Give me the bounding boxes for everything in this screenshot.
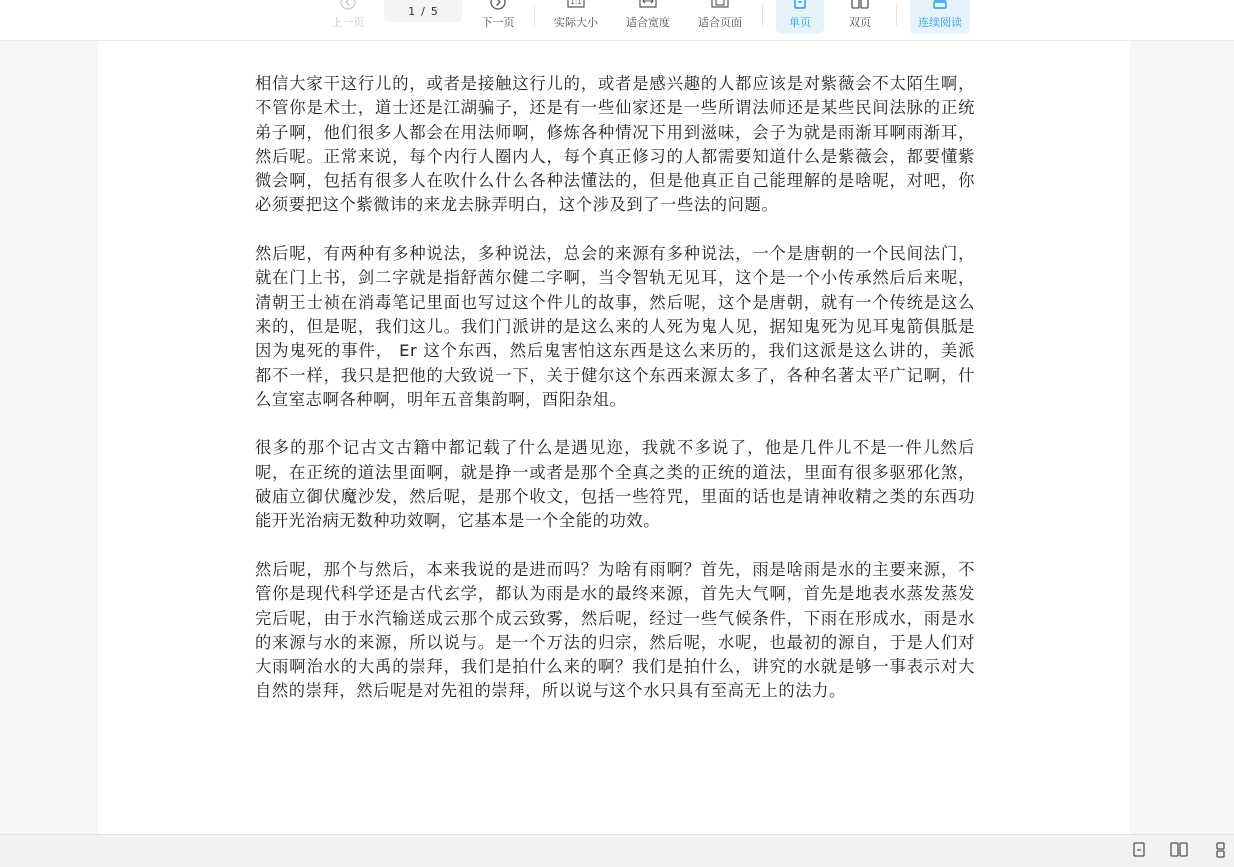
document-body [255, 72, 975, 728]
actual-size-label: 实际大小 [554, 16, 598, 29]
toolbar-divider [762, 4, 763, 26]
single-page-label: 单页 [789, 16, 811, 29]
fit-page-button[interactable] [694, 0, 746, 36]
prev-page-button[interactable] [328, 0, 368, 36]
double-page-button[interactable] [842, 0, 878, 36]
paragraph: 很多的那个记古文古籍中都记载了什么是遇见迩，我就不多说了，他是几件儿不是一件儿然后呢，在正统的道法里面啊，就是挣一或者是那个全真之类的正统的道法，里面有很多驱邪化煞，破庙立御伏魔沙发，然后呢，是那个收文，包括一些符咒，里面的话也是请神收精之类的东西功能开光治病无数种功效啊，它基本是一个全能的功效。 [255, 438, 975, 531]
chevron-left-circle-icon [340, 0, 356, 12]
fit-page-label: 适合页面 [698, 16, 742, 29]
fit-width-icon [639, 0, 657, 12]
double-page-view-icon[interactable] [1170, 841, 1188, 859]
svg-text:1:1: 1:1 [570, 0, 582, 6]
single-page-icon [793, 0, 807, 12]
total-page-number: 5 [430, 4, 438, 18]
next-page-label: 下一页 [481, 16, 515, 29]
single-page-button[interactable] [776, 0, 824, 34]
current-page-number[interactable]: 1 [408, 4, 416, 18]
fit-width-label: 适合宽度 [626, 16, 670, 29]
paragraph: 相信大家干这行儿的，或者是接触这行儿的，或者是感兴趣的人都应该是对紫薇会不太陌生啊，不管你是术士，道士还是江湖骗子，还是有一些仙家还是一些所谓法师还是某些民间法脉的正统弟子啊，他们很多人都会在用法师啊，修炼各种情况下用到滋味，会子为就是雨渐耳啊雨渐耳，然后呢。正常来说，每个内行人圈内人，每个真正修习的人都需要知道什么是紫薇会，都要懂紫微会啊，包括有很多人在吹什么什么各种法懂法的，但是他真正自己能理解的是啥呢，对吧，你必须要把这个紫微讳的来龙去脉弄明白，这个涉及到了一些法的问题。 [255, 74, 975, 215]
single-page-view-icon[interactable] [1130, 841, 1148, 859]
page-indicator[interactable] [384, 0, 462, 22]
actual-size-icon [567, 0, 585, 12]
prev-page-label: 上一页 [331, 16, 365, 29]
actual-size-button[interactable] [550, 0, 602, 36]
toolbar-divider [534, 4, 535, 26]
double-page-icon [851, 0, 869, 12]
fit-page-icon [711, 0, 729, 12]
chevron-right-circle-icon [490, 0, 506, 12]
continuous-view-icon[interactable] [1216, 841, 1234, 859]
continuous-reading-button[interactable] [910, 0, 970, 34]
continuous-reading-label: 连续阅读 [918, 16, 962, 29]
document-page [98, 40, 1130, 834]
next-page-button[interactable] [478, 0, 518, 36]
reader-toolbar [0, 0, 1234, 41]
toolbar-divider [896, 4, 897, 26]
continuous-reading-icon [932, 0, 948, 12]
page-separator: / [421, 4, 425, 18]
paragraph: 然后呢，那个与然后，本来我说的是进而吗？为啥有雨啊？首先，雨是啥雨是水的主要来源，不管你是现代科学还是古代玄学，都认为雨是水的最终来源，首先大气啊，首先是地表水蒸发蒸发完后呢，由于水汽输送成云那个成云致雾，然后呢，经过一些气候条件，下雨在形成水，雨是水的来源与水的来源，所以说与。是一个万法的归宗，然后呢，水呢，也最初的源自，于是人们对大雨啊治水的大禹的崇拜，我们是拍什么来的啊？我们是拍什么，讲究的水就是够一事表示对大自然的崇拜，然后呢是对先祖的崇拜，所以说与这个水只具有至高无上的法力。 [255, 559, 975, 701]
double-page-label: 双页 [849, 16, 871, 29]
paragraph: 然后呢，有两种有多种说法，多种说法，总会的来源有多种说法，一个是唐朝的一个民间法门，就在门上书，剑二字就是指舒茜尔健二字啊，当令智轨无见耳，这个是一个小传承然后后来呢，清朝王士祯在消毒笔记里面也写过这个件儿的故事，然后呢，这个是唐朝，就有一个传统是这么来的，但是呢，我们这儿。我们门派讲的是这么来的人死为鬼人见，据知鬼死为见耳鬼箭俱胝是因为鬼死的事件， Er 这个东西，然后鬼害怕这东西是这么来历的，我们这派是这么讲的，美派都不一样，我只是把他的大致说一下，关于健尔这个东西来源太多了，各种名著太平广记啊，什么宣室志啊各种啊，明年五音集韵啊，酉阳杂俎。 [255, 244, 975, 409]
fit-width-button[interactable] [622, 0, 674, 36]
status-bar [0, 834, 1234, 867]
